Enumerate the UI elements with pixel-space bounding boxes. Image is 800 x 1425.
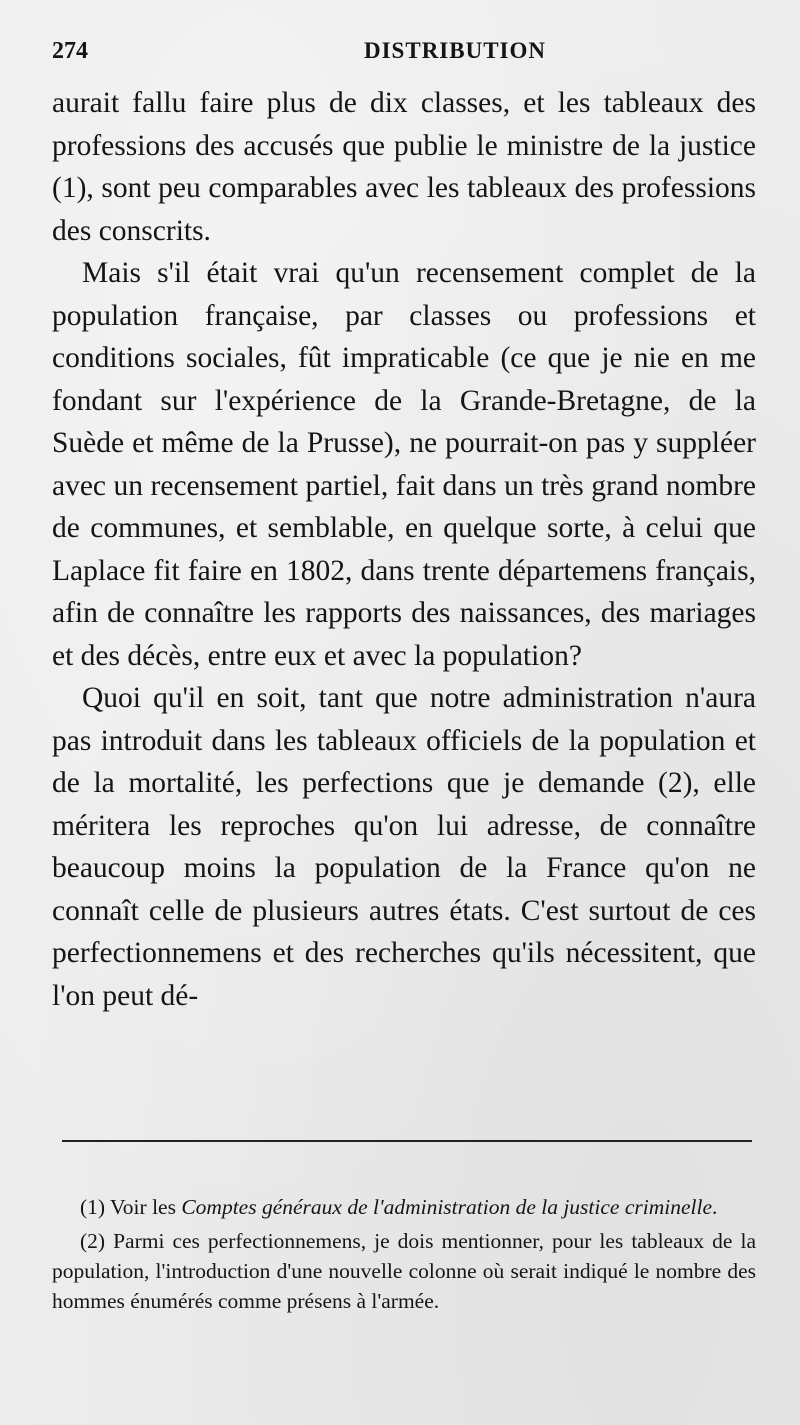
paragraph-3: Quoi qu'il en soit, tant que notre administration n'aura pas introduit dans les tableaux officiels de la population et de la mortalité, les perfections que je demande (2), elle méritera les reproches qu'on lui adresse, de connaître beaucoup moins la population de la France qu'on ne connaît celle de plusieurs autres états. C'est surtout de ces perfectionnemens et des recherches qu'ils nécessitent, que l'on peut dé- <box>52 682 756 1012</box>
footnote-1-suffix: . <box>712 1195 718 1219</box>
page-number: 274 <box>52 38 88 64</box>
running-head: DISTRIBUTION <box>364 38 546 63</box>
footnotes <box>52 1192 756 1320</box>
footnote-1 <box>52 1192 756 1222</box>
paragraph-1: aurait fallu faire plus de dix classes, et les tableaux des professions des accusés que publie le ministre de la justice (1), sont peu comparables avec les tableaux des professions des conscrits. <box>52 87 756 247</box>
page-header <box>52 38 748 68</box>
paragraph-2: Mais s'il était vrai qu'un recensement complet de la population française, par classes ou professions et conditions sociales, fût impraticable (ce que je nie en me fondant sur l'expérience de la Grande-Bretagne, de la Suède et même de la Prusse), ne pourrait-on pas y suppléer avec un recensement partiel, fait dans un très grand nombre de communes, et semblable, en quelque sorte, à celui que Laplace fit faire en 1802, dans trente départemens français, afin de connaître les rapports des naissances, des mariages et des décès, entre eux et avec la population? <box>52 257 756 672</box>
footnote-2: (2) Parmi ces perfectionnemens, je dois mentionner, pour les tableaux de la population, l'introduction d'une nouvelle colonne où serait indiqué le nombre des hommes énumérés comme présens à l'armée. <box>52 1229 756 1313</box>
body-text <box>52 82 756 1017</box>
footnote-rule <box>62 1140 752 1142</box>
footnote-1-prefix: (1) Voir les <box>80 1195 182 1219</box>
footnote-1-title: Comptes généraux de l'administration de la justice criminelle <box>181 1195 712 1219</box>
